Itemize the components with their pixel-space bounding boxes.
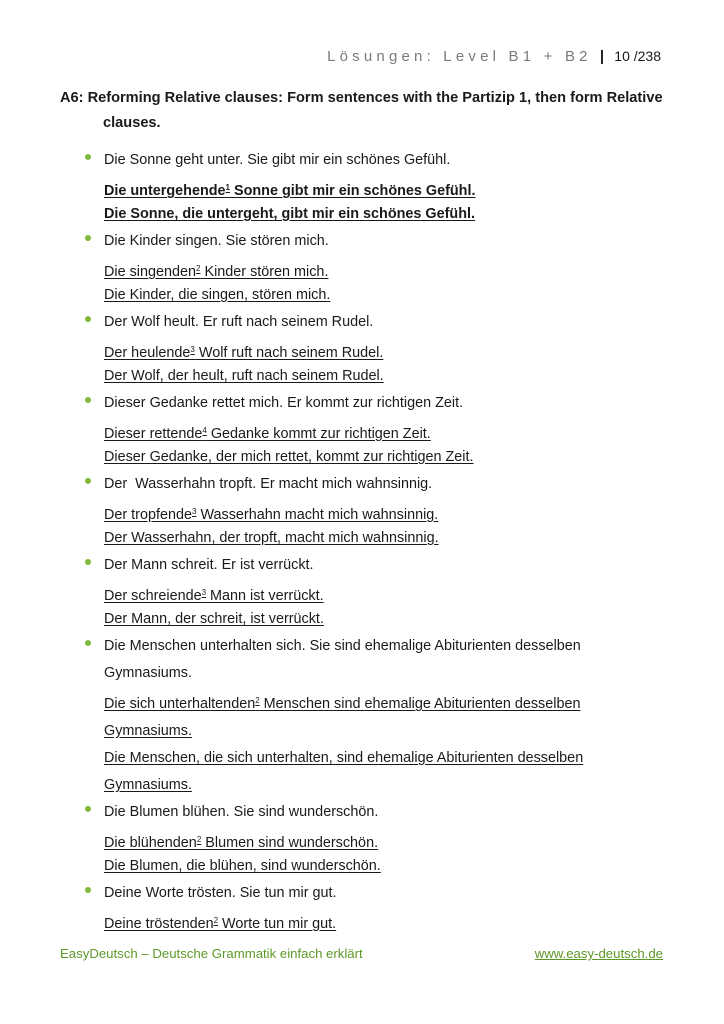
answer-part: Die sich unterhaltenden: [104, 696, 256, 712]
relative-answer: [104, 853, 672, 880]
bullet-icon: [85, 640, 91, 646]
bullet-icon: [85, 235, 91, 241]
partizip-answer-text: [104, 835, 378, 851]
partizip-answer: [104, 826, 672, 853]
bullet-icon: [85, 559, 91, 565]
answer-part: Worte tun mir gut.: [218, 916, 337, 932]
answer-part: Deine tröstenden: [104, 916, 214, 932]
relative-answer-text: Der Mann, der schreit, ist verrückt.: [104, 611, 324, 627]
exercise-prompt: Der Wolf heult. Er ruft nach seinem Rudel.: [104, 314, 374, 330]
partizip-answer: [104, 255, 672, 282]
partizip-answer: [104, 417, 672, 444]
footer-website-link[interactable]: www.easy-deutsch.de: [534, 946, 663, 961]
relative-answer-text: Die Blumen, die blühen, sind wunderschön.: [104, 858, 381, 874]
bullet-icon: [85, 397, 91, 403]
exercise-prompt: Deine Worte trösten. Sie tun mir gut.: [104, 885, 337, 901]
answer-part: Sonne gibt mir ein schönes Gefühl.: [230, 183, 476, 199]
answer-part: Wasserhahn macht mich wahnsinnig.: [196, 507, 439, 523]
relative-answer: [104, 282, 672, 309]
header-separator: |: [599, 48, 605, 65]
relative-answer-text: Die Sonne, die untergeht, gibt mir ein schönes Gefühl.: [104, 206, 476, 222]
answer-part: Wolf ruft nach seinem Rudel.: [194, 345, 384, 361]
relative-answer: [104, 444, 672, 471]
relative-answer: [104, 525, 672, 552]
exercise-item: [82, 228, 672, 309]
exercise-item: [82, 552, 672, 633]
partizip-answer: [104, 498, 672, 525]
relative-answer-text: Die Menschen, die sich unterhalten, sind ehemalige Abiturienten desselben Gymnasiums.: [104, 750, 584, 793]
partizip-answer-text: [104, 696, 580, 739]
page-number: 10 /238: [614, 48, 661, 64]
exercise-item: [82, 471, 672, 552]
answer-part: Mann ist verrückt.: [206, 588, 324, 604]
partizip-answer: [104, 907, 672, 934]
exercise-prompt: Die Kinder singen. Sie stören mich.: [104, 233, 329, 249]
relative-answer: [104, 745, 672, 799]
footnote-marker: 1: [225, 183, 230, 192]
exercise-prompt: Die Sonne geht unter. Sie gibt mir ein schönes Gefühl.: [104, 152, 451, 168]
exercise-prompt: Die Blumen blühen. Sie sind wunderschön.: [104, 804, 379, 820]
answer-part: Der tropfende: [104, 507, 192, 523]
footnote-marker: 3: [201, 588, 207, 597]
answer-part: Kinder stören mich.: [200, 264, 329, 280]
exercise-prompt: Der Wasserhahn tropft. Er macht mich wahnsinnig.: [104, 476, 433, 492]
task-heading-line-2: clauses.: [103, 115, 161, 131]
partizip-answer: [104, 687, 672, 745]
partizip-answer: [104, 336, 672, 363]
page-header: [327, 48, 661, 65]
partizip-answer: [104, 174, 672, 201]
header-section-title: Lösungen: Level B1 + B2: [327, 48, 592, 65]
exercise-item: [82, 390, 672, 471]
relative-answer-text: Dieser Gedanke, der mich rettet, kommt zur richtigen Zeit.: [104, 449, 474, 465]
footnote-marker: 2: [213, 916, 219, 925]
relative-answer: [104, 363, 672, 390]
exercise-list: [82, 147, 672, 934]
bullet-icon: [85, 806, 91, 812]
footnote-marker: 4: [202, 426, 207, 435]
exercise-item: [82, 633, 672, 799]
partizip-answer-text: [104, 588, 324, 604]
bullet-icon: [85, 316, 91, 322]
footnote-marker: 3: [192, 507, 197, 516]
exercise-prompt: Die Menschen unterhalten sich. Sie sind ehemalige Abiturienten desselben Gymnasiums.: [104, 638, 581, 681]
bullet-icon: [85, 887, 91, 893]
footnote-marker: 2: [196, 264, 201, 273]
relative-answer: [104, 201, 672, 228]
answer-part: Gedanke kommt zur richtigen Zeit.: [206, 426, 431, 442]
relative-answer: [104, 606, 672, 633]
exercise-item: [82, 309, 672, 390]
task-heading-line-1: A6: Reforming Relative clauses: Form sentences with the Partizip 1, then form Relative: [60, 90, 663, 106]
answer-part: Menschen sind ehemalige Abiturienten desselben Gymnasiums.: [104, 696, 581, 739]
footnote-marker: 3: [190, 345, 195, 354]
partizip-answer-text: [104, 916, 336, 932]
bullet-icon: [85, 154, 91, 160]
partizip-answer-text: [104, 507, 438, 523]
answer-part: Der heulende: [104, 345, 191, 361]
answer-part: Blumen sind wunderschön.: [201, 835, 379, 851]
partizip-answer-text: [104, 264, 328, 280]
partizip-answer-text: [104, 345, 383, 361]
footnote-marker: 2: [196, 835, 202, 844]
relative-answer-text: Der Wasserhahn, der tropft, macht mich wahnsinnig.: [104, 530, 439, 546]
answer-part: Die blühenden: [104, 835, 197, 851]
exercise-item: [82, 147, 672, 228]
relative-answer-text: Die Kinder, die singen, stören mich.: [104, 287, 331, 303]
partizip-answer: [104, 579, 672, 606]
answer-part: Der schreiende: [104, 588, 202, 604]
bullet-icon: [85, 478, 91, 484]
answer-part: Dieser rettende: [104, 426, 203, 442]
relative-answer-text: Der Wolf, der heult, ruft nach seinem Rudel.: [104, 368, 384, 384]
exercise-prompt: Dieser Gedanke rettet mich. Er kommt zur richtigen Zeit.: [104, 395, 464, 411]
footnote-marker: 2: [255, 696, 260, 705]
answer-part: Die untergehende: [104, 183, 226, 199]
task-heading: [60, 86, 680, 136]
exercise-item: [82, 880, 672, 934]
footer-brand: EasyDeutsch – Deutsche Grammatik einfach erklärt: [60, 946, 363, 961]
partizip-answer-text: [104, 183, 475, 199]
partizip-answer-text: [104, 426, 431, 442]
answer-part: Die singenden: [104, 264, 197, 280]
exercise-item: [82, 799, 672, 880]
exercise-prompt: Der Mann schreit. Er ist verrückt.: [104, 557, 314, 573]
